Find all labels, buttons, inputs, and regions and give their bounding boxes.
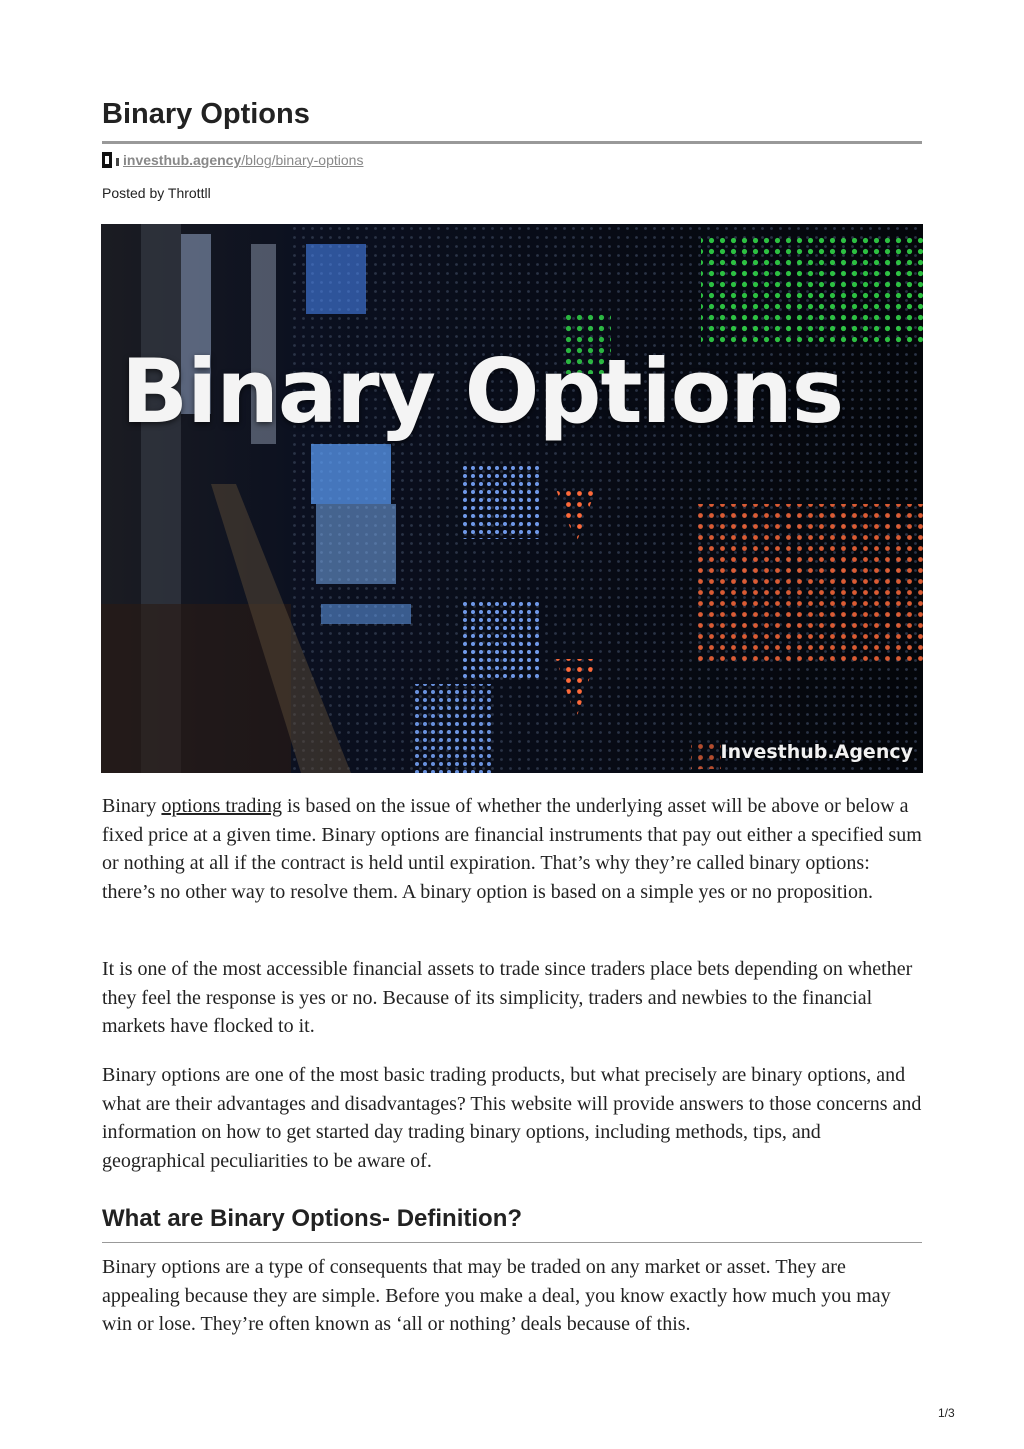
posted-by: Posted by Throttll: [102, 185, 211, 201]
source-url-link[interactable]: [123, 152, 363, 168]
paragraph-overview: Binary options are one of the most basic trading products, but what precisely are binary options, and what are their advantages and disadvantages? This website will provide answers to those concerns and information on how to get started day trading binary options, including methods, tips, and geographical peculiarities to be aware of.: [102, 1064, 922, 1172]
page-number: 1/3: [938, 1406, 955, 1420]
source-path: /blog/binary-options: [241, 152, 364, 168]
page-title: Binary Options: [102, 98, 310, 130]
section-divider: [102, 1242, 922, 1243]
source-domain: investhub.agency: [123, 152, 242, 168]
hero-image: [101, 224, 923, 773]
paragraph-intro-rest: is based on the issue of whether the underlying asset will be above or below a fixed price at a given time. Binary options are financial instruments that pay out either a specified sum or nothing at all if the contract is held until expiration. That’s why they’re called binary options: there’s no other way to resolve them. A binary option is based on a simple yes or no proposition.: [102, 795, 922, 903]
hero-watermark: Investhub.Agency: [720, 741, 913, 763]
hero-title-text: Binary Options: [121, 340, 844, 443]
site-favicon-small-icon: [116, 158, 119, 166]
source-line: [102, 152, 363, 168]
options-trading-link[interactable]: options trading: [161, 795, 282, 817]
paragraph-intro-start: Binary: [102, 795, 162, 817]
site-favicon-icon: [102, 152, 112, 168]
paragraph-definition: Binary options are a type of consequents that may be traded on any market or asset. They are appealing because they are simple. Before you make a deal, you know exactly how much you may win or lose. They’re often known as ‘all or nothing’ deals because of this.: [102, 1256, 891, 1335]
title-divider: [102, 141, 922, 144]
paragraph-intro: [102, 792, 924, 906]
section-heading: What are Binary Options- Definition?: [102, 1205, 523, 1232]
hero-background: [101, 224, 923, 773]
paragraph-accessibility: It is one of the most accessible financial assets to trade since traders place bets depending on whether they feel the response is yes or no. Because of its simplicity, traders and newbies to the financial markets have flocked to it.: [102, 958, 913, 1037]
